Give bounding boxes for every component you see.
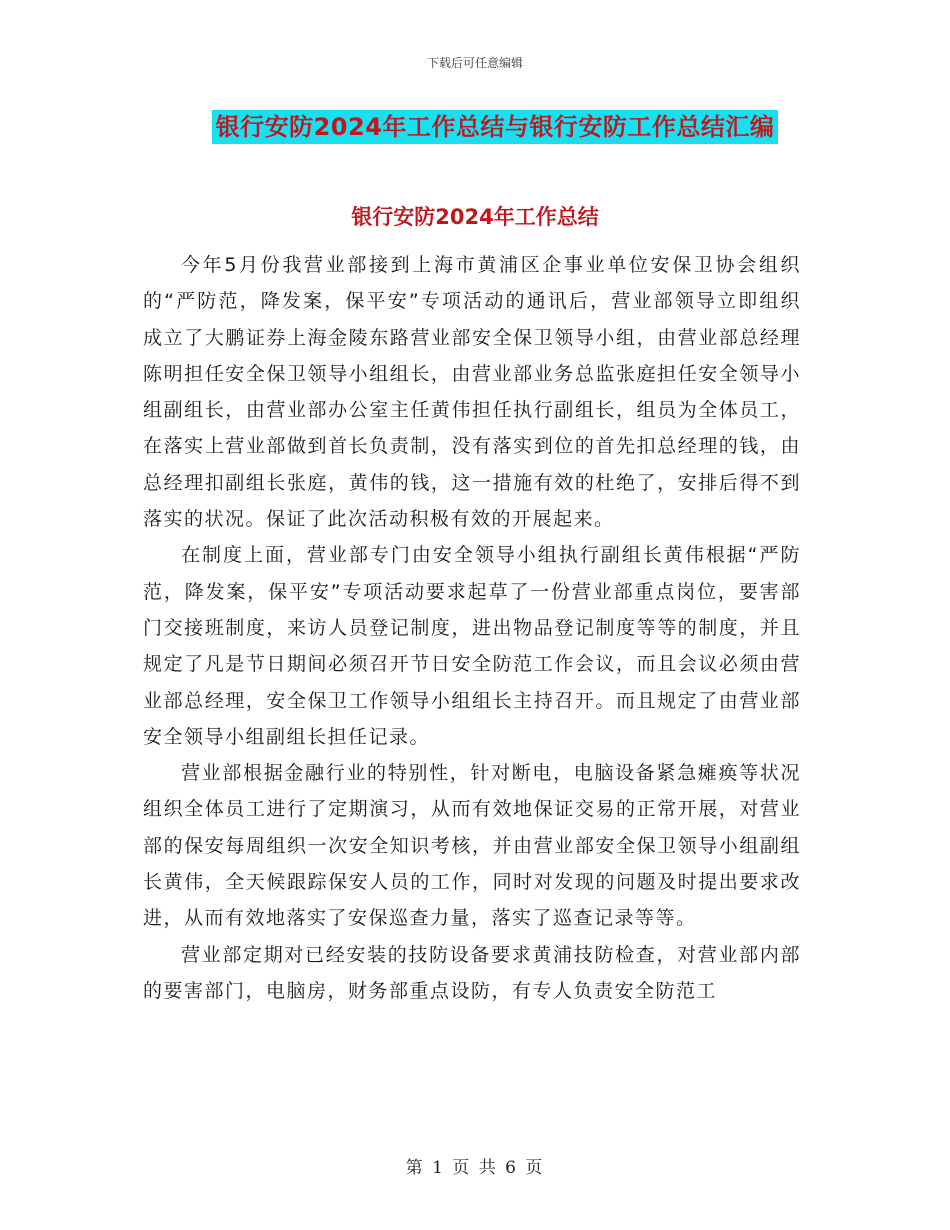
- section-title: 银行安防2024年工作总结: [351, 205, 599, 229]
- document-body: [143, 247, 801, 1009]
- document-title: 银行安防2024年工作总结与银行安防工作总结汇编: [212, 110, 779, 144]
- paragraph: 在制度上面，营业部专门由安全领导小组执行副组长黄伟根据“严防范，降发案，保平安”专项活动要求起草了一份营业部重点岗位，要害部门交接班制度，来访人员登记制度，进出物品登记制度等等的制度，并且规定了凡是节日期间必须召开节日安全防范工作会议，而且会议必须由营业部总经理，安全保卫工作领导小组组长主持召开。而且规定了由营业部安全领导小组副组长担任记录。: [143, 544, 801, 748]
- page-number: 第 1 页 共 6 页: [405, 1158, 545, 1178]
- document-title-container: [0, 110, 950, 144]
- page-header-note: 下载后可任意编辑: [426, 56, 523, 70]
- paragraph: 营业部根据金融行业的特别性，针对断电，电脑设备紧急瘫痪等状况组织全体员工进行了定期演习，从而有效地保证交易的正常开展，对营业部的保安每周组织一次安全知识考核，并由营业部安全保卫领导小组副组长黄伟，全天候跟踪保安人员的工作，同时对发现的问题及时提出要求改进，从而有效地落实了安保巡查力量，落实了巡查记录等等。: [143, 762, 801, 930]
- paragraph: 营业部定期对已经安装的技防设备要求黄浦技防检查，对营业部内部的要害部门，电脑房，财务部重点设防，有专人负责安全防范工: [143, 943, 801, 1002]
- paragraph: 今年5月份我营业部接到上海市黄浦区企事业单位安保卫协会组织的“严防范，降发案，保平安”专项活动的通讯后，营业部领导立即组织成立了大鹏证券上海金陵东路营业部安全保卫领导小组，由营业部总经理陈明担任安全保卫领导小组组长，由营业部业务总监张庭担任安全领导小组副组长，由营业部办公室主任黄伟担任执行副组长，组员为全体员工，在落实上营业部做到首长负责制，没有落实到位的首先扣总经理的钱，由总经理扣副组长张庭，黄伟的钱，这一措施有效的杜绝了，安排后得不到落实的状况。保证了此次活动积极有效的开展起来。: [143, 254, 801, 531]
